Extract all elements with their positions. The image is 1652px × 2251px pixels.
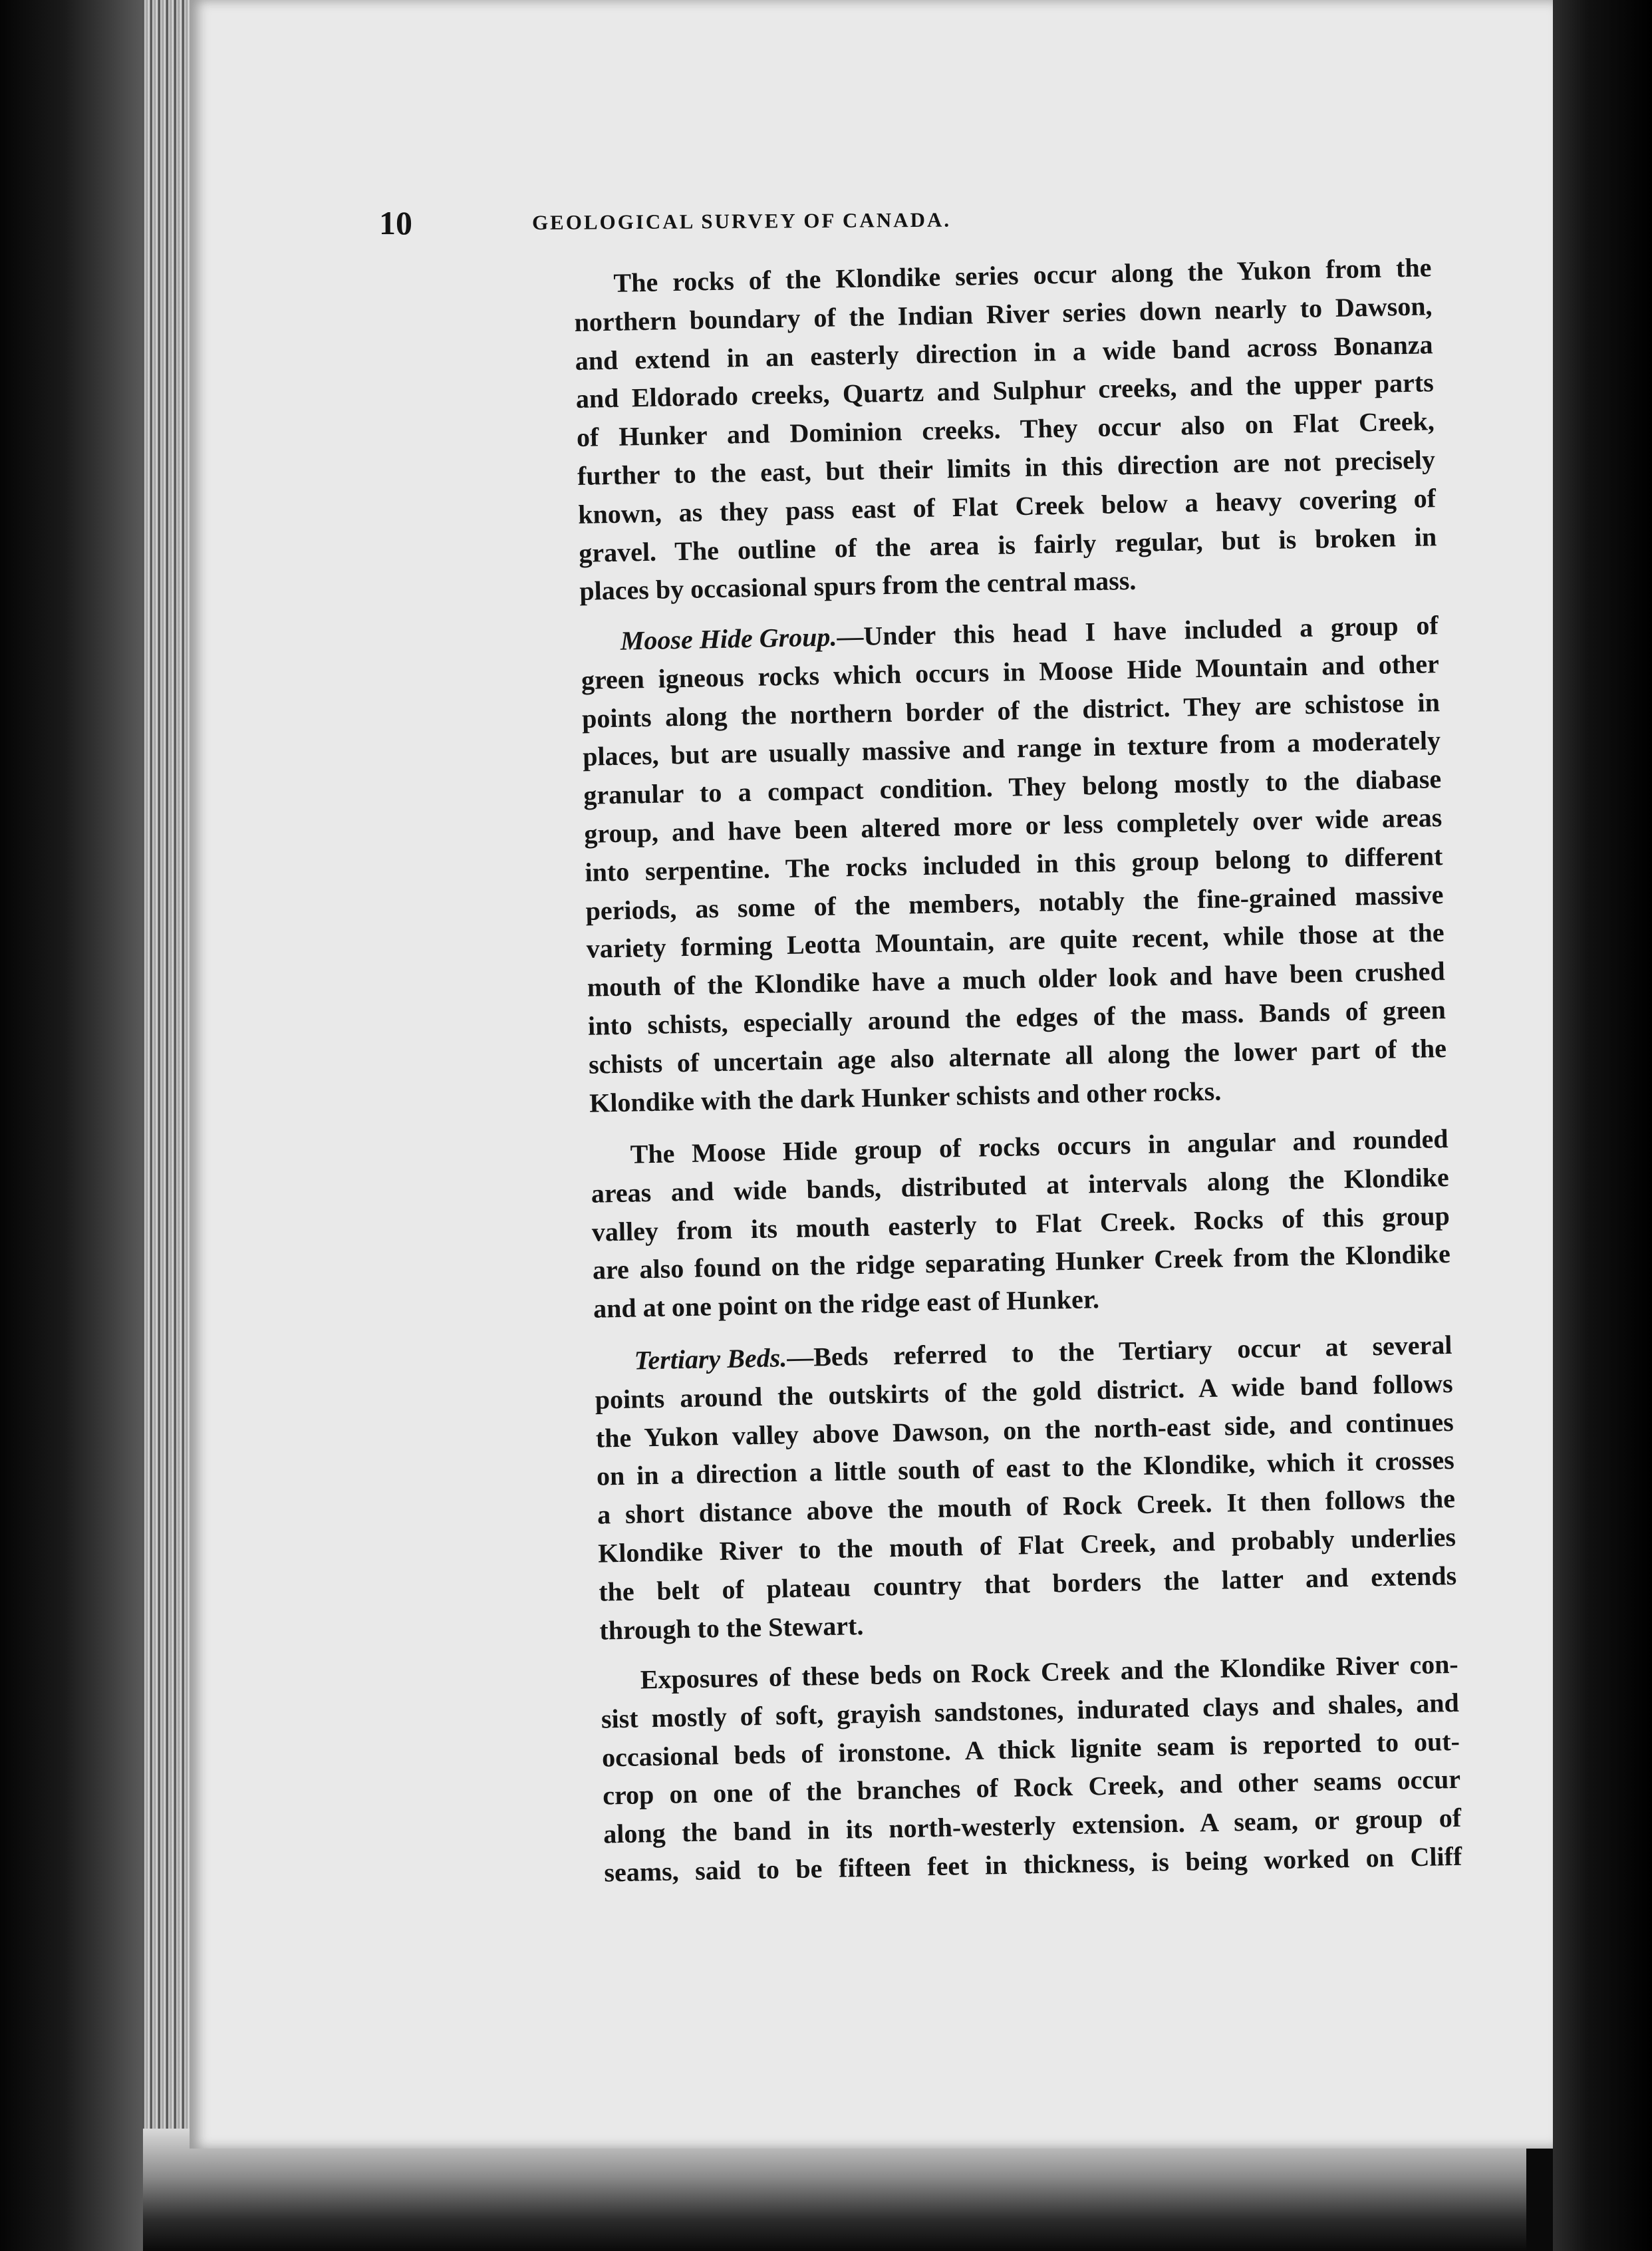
page-edges [143,0,190,2251]
text-line: into serpentine. The rocks included in this group belong to different [585,840,1443,887]
text-line: Klondike with the dark Hunker schists and other rocks. [589,1076,1222,1118]
running-head [379,200,1443,246]
text-line: mouth of the Klondike have a much older look and have been crushed [587,956,1446,1002]
text-line: granular to a compact condition. They belong mostly to the diabase [583,764,1442,811]
text-line: valley from its mouth easterly to Flat Creek. Rocks of this group [591,1200,1450,1247]
text-line: areas and wide bands, distributed at intervals along the Klondike [591,1161,1449,1209]
running-title: GEOLOGICAL SURVEY OF CANADA. [531,208,952,234]
text-line: and extend in an easterly direction in a wide band across Bonanza [575,329,1433,376]
text-line: Klondike River to the mouth of Flat Creek, and probably underlies [597,1521,1456,1569]
text-line: places, but are usually massive and range in texture from a moderately [582,725,1441,772]
text-line: on in a direction a little south of east to the Klondike, which it crosses [596,1445,1455,1492]
text-line: places by occasional spurs from the central mass. [579,565,1137,607]
text-line: points around the outskirts of the gold district. A wide band follows [595,1368,1453,1415]
text-line: along the band in its north-westerly extension. A seam, or group of [603,1802,1462,1849]
text-line: and at one point on the ridge east of Hunker. [593,1284,1100,1324]
text-line: variety forming Leotta Mountain, are quite recent, while those at the [586,917,1445,965]
text-line: occasional beds of ironstone. A thick lignite seam is reported to out- [601,1726,1460,1773]
text-line: further to the east, but their limits in this direction are not precisely [577,444,1436,491]
text-line: The rocks of the Klondike series occur along the Yukon from the [613,252,1432,298]
text-line: Exposures of these beds on Rock Creek and the Klondike River con- [640,1648,1459,1695]
text-line: schists of uncertain age also alternate all along the lower part of the [588,1032,1447,1080]
text-line: the Yukon valley above Dawson, on the north-east side, and continues [595,1406,1454,1453]
text-run: —Beds referred to the Tertiary occur at several [786,1329,1452,1373]
text-line: northern boundary of the Indian River series down nearly to Dawson, [574,291,1433,337]
text-line: crop on one of the branches of Rock Creek, and other seams occur [602,1764,1461,1811]
text-line: points along the northern border of the district. They are schistose in [581,686,1441,734]
scan-background-left [0,0,143,2251]
text-line: of Hunker and Dominion creeks. They occur also on Flat Creek, [576,406,1435,453]
page-number: 10 [379,204,412,241]
text-line: the belt of plateau country that borders the latter and extends [598,1560,1457,1607]
text-line: through to the Stewart. [599,1610,864,1646]
section-heading: Moose Hide Group. [620,621,837,656]
text-line: seams, said to be fifteen feet in thickness, is being worked on Cliff [603,1841,1462,1888]
text-line: gravel. The outline of the area is fairly regular, but is broken in [578,521,1437,568]
text-line: known, as they pass east of Flat Creek below a heavy covering of [577,482,1437,529]
text-line: group, and have been altered more or less completely over wide areas [583,802,1443,849]
text-run: —Under this head I have included a group of [836,610,1439,652]
section-heading: Tertiary Beds. [634,1342,787,1376]
text-line: and Eldorado creeks, Quartz and Sulphur creeks, and the upper parts [575,367,1435,414]
text-line: a short distance above the mouth of Rock Creek. It then follows the [597,1483,1456,1530]
text-line: green igneous rocks which occurs in Moose Hide Mountain and other [581,648,1440,695]
text-line: into schists, especially around the edges of the mass. Bands of green [587,994,1446,1041]
text-line: The Moose Hide group of rocks occurs in angular and rounded [630,1123,1448,1169]
text-line: sist mostly of soft, grayish sandstones, indurated clays and shales, and [601,1687,1460,1734]
scan-background-right [1553,0,1652,2251]
text-line: are also found on the ridge separating Hunker Creek from the Klondike [592,1239,1451,1286]
text-line: periods, as some of the members, notably the fine-grained massive [585,879,1444,926]
